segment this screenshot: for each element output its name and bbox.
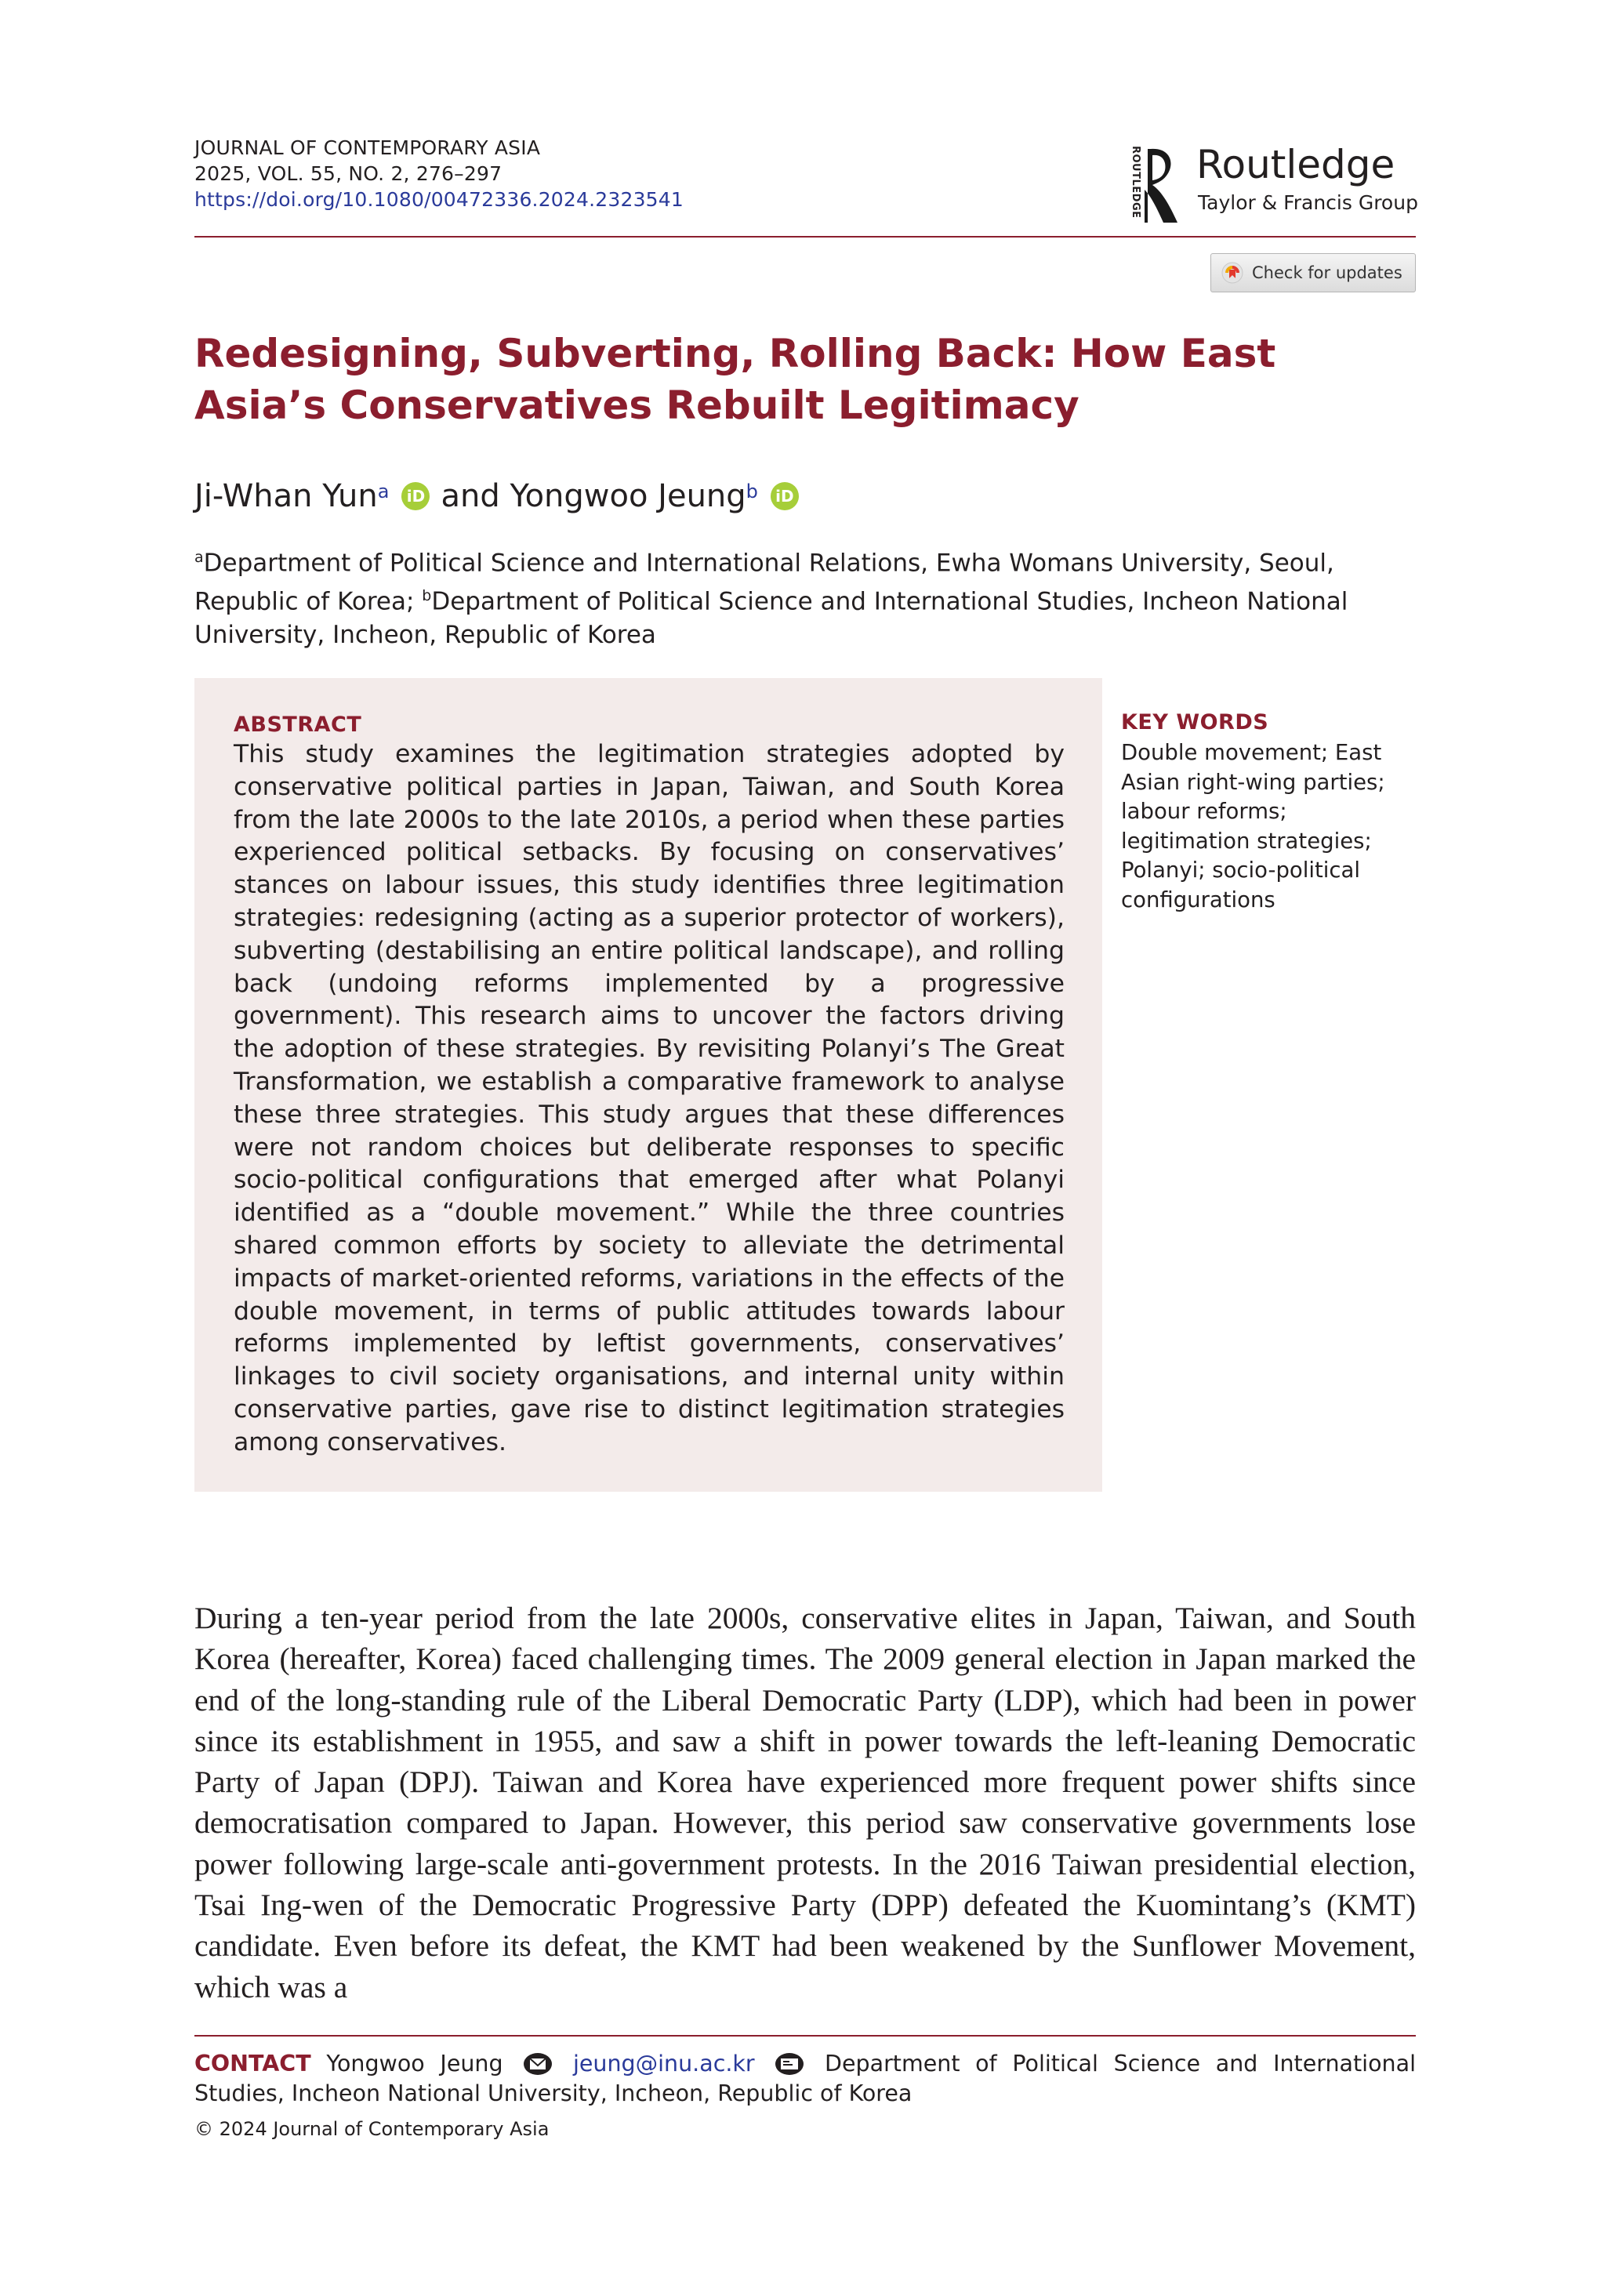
journal-header xyxy=(194,135,684,212)
paper-title: Redesigning, Subverting, Rolling Back: How East Asia’s Conservatives Rebuilt Legitimacy xyxy=(194,331,1276,428)
authors xyxy=(194,475,810,517)
email-icon xyxy=(523,2052,553,2076)
contact-name: Yongwoo Jeung xyxy=(326,2051,503,2077)
orcid-icon[interactable]: iD xyxy=(771,482,799,510)
contact-info xyxy=(194,2049,1416,2109)
author-2[interactable]: Yongwoo Jeung xyxy=(510,478,746,514)
body-paragraph: During a ten-year period from the late 2000s, conservative elites in Japan, Taiwan, and South Korea (hereafter, Korea) faced challenging times. The 2009 general election in Japan marked the end of the long-standing rule of the Liberal Democratic Party (LDP), which had been in power since its establishment in 1955, and saw a shift in power towards the left-leaning Democratic Party of Japan (DPJ). Taiwan and Korea have experienced more frequent power shifts since democratisation compared to Japan. However, this period saw conservative governments lose power following large-scale anti-government protests. In the 2016 Taiwan presidential election, Tsai Ing-wen of the Democratic Progressive Party (DPP) defeated the Kuomintang’s (KMT) candidate. Even before its defeat, the KMT had been weakened by the Sunflower Movement, which was a xyxy=(194,1601,1416,2004)
orcid-icon[interactable]: iD xyxy=(401,482,430,510)
check-updates-icon xyxy=(1221,261,1244,285)
header-rule xyxy=(194,236,1416,238)
author-1[interactable]: Ji-Whan Yun xyxy=(194,478,378,514)
contact-label: CONTACT xyxy=(194,2051,311,2077)
affiliation-b-mark: b xyxy=(422,587,432,605)
affiliations xyxy=(194,541,1370,651)
routledge-logo-icon xyxy=(1129,144,1179,226)
logo-vertical-text: ROUTLEDGE xyxy=(1130,146,1141,219)
journal-name: JOURNAL OF CONTEMPORARY ASIA xyxy=(194,136,541,159)
abstract-text: This study examines the legitimation strategies adopted by conservative political parties in Japan, Taiwan, and South Korea from the late 2000s to the late 2010s, a period when these parties experienced political setbacks. By focusing on conservatives’ stances on labour issues, this study identifies three legitimation strategies: redesigning (acting as a superior protector of workers), subverting (destabilising an entire political landscape), and rolling back (undoing reforms implemented by a progressive government). This research aims to uncover the factors driving the adoption of these strategies. By revisiting Polanyi’s The Great Transformation, we establish a comparative framework to analyse these three strategies. This study argues that these differences were not random choices but deliberate responses to specific socio-political configurations that emerged after what Polanyi identified as a “double movement.” While the three countries shared common efforts by society to alleviate the detrimental impacts of market-oriented reforms, variations in the effects of the double movement, in terms of public attitudes towards labour reforms implemented by leftist governments, conservatives’ linkages to civil society organisations, and internal unity within conservative parties, gave rise to distinct legitimation strategies among conservatives. xyxy=(234,740,1065,1456)
affiliation-b: Department of Political Science and International Studies, Incheon National University, Incheon, Republic of Korea xyxy=(194,587,1348,649)
publisher-name: Routledge xyxy=(1196,142,1395,187)
affiliation-a: Department of Political Science and International Relations, Ewha Womans University, Seoul, Republic of Korea; xyxy=(194,549,1334,616)
abstract-heading: ABSTRACT xyxy=(234,713,362,737)
check-updates-label: Check for updates xyxy=(1252,263,1402,282)
doi-link[interactable]: https://doi.org/10.1080/00472336.2024.2323541 xyxy=(194,188,684,211)
author-2-affiliation-mark[interactable]: b xyxy=(746,481,758,502)
contact-email-link[interactable]: jeung@inu.ac.kr xyxy=(572,2051,755,2077)
affiliation-a-mark: a xyxy=(194,549,204,566)
abstract-box xyxy=(194,678,1102,1492)
publisher-logo[interactable] xyxy=(1129,141,1424,227)
publisher-group: Taylor & Francis Group xyxy=(1198,191,1418,214)
author-1-affiliation-mark[interactable]: a xyxy=(377,481,390,502)
check-for-updates-button[interactable] xyxy=(1210,253,1416,292)
keywords-heading: KEY WORDS xyxy=(1121,710,1269,735)
copyright: © 2024 Journal of Contemporary Asia xyxy=(194,2118,550,2140)
keywords-text: Double movement; East Asian right-wing parties; labour reforms; legitimation strategies; Polanyi; socio-political configurations xyxy=(1121,740,1385,912)
address-icon xyxy=(775,2052,804,2076)
contact-address: Department of Political Science and International Studies, Incheon National University, Incheon, Republic of Korea xyxy=(194,2051,1416,2106)
volume-line: 2025, VOL. 55, NO. 2, 276–297 xyxy=(194,162,503,185)
author-conjunction: and xyxy=(441,478,500,514)
footer-rule xyxy=(194,2035,1416,2037)
